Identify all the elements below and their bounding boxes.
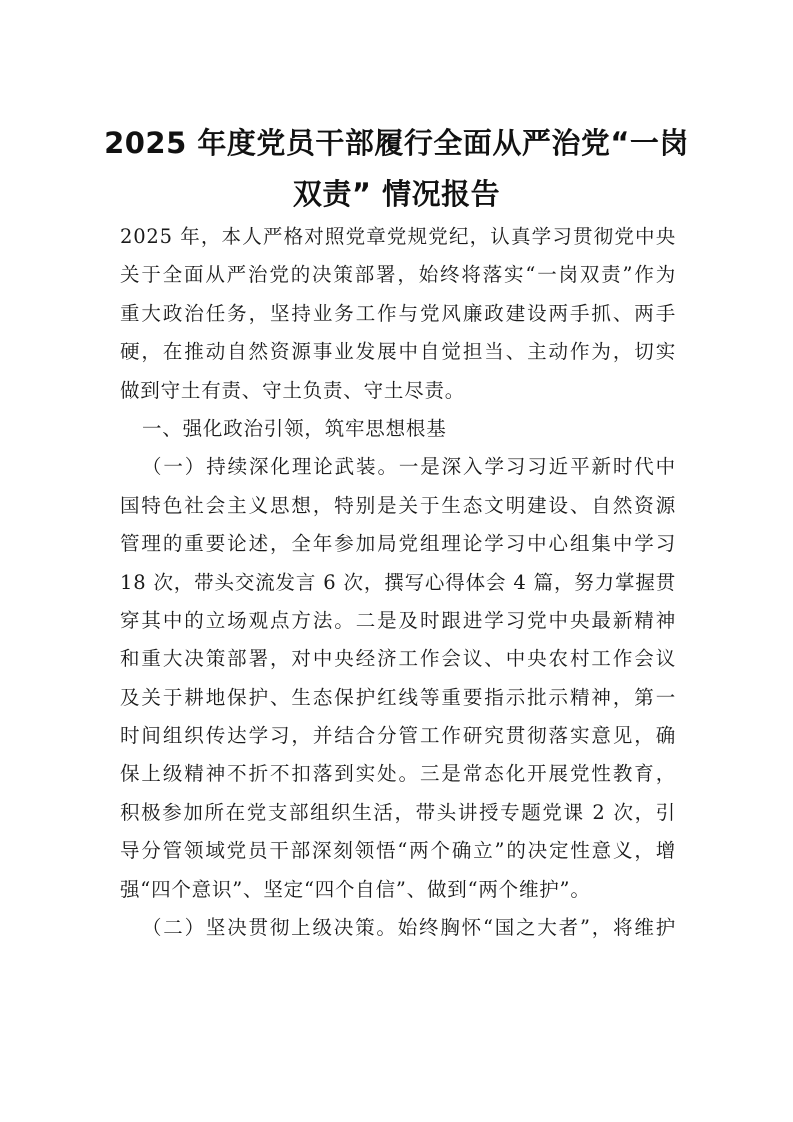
body-line: 关于全面从严治党的决策部署，始终将落实“一岗双责”作为 (120, 263, 676, 287)
body-line: 国特色社会主义思想，特别是关于生态文明建设、自然资源 (120, 493, 676, 517)
body-line: 2025 年，本人严格对照党章党规党纪，认真学习贯彻党中央 (120, 225, 676, 248)
document-body (120, 218, 676, 947)
body-line: 保上级精神不折不扣落到实处。三是常态化开展党性教育， (120, 762, 676, 786)
body-line: 和重大决策部署，对中央经济工作会议、中央农村工作会议 (120, 647, 676, 671)
body-line: 强“四个意识”、坚定“四个自信”、做到“两个维护”。 (120, 877, 591, 901)
body-line: （二）坚决贯彻上级决策。始终胸怀“国之大者”，将维护 (142, 916, 676, 940)
body-line: （一）持续深化理论武装。一是深入学习习近平新时代中 (142, 455, 676, 479)
section-heading: 一、强化政治引领，筑牢思想根基 (142, 416, 447, 440)
title-line-1: 2025 年度党员干部履行全面从严治党“一岗 (104, 126, 689, 160)
body-line: 穿其中的立场观点方法。二是及时跟进学习党中央最新精神 (120, 608, 676, 632)
body-line: 时间组织传达学习，并结合分管工作研究贯彻落实意见，确 (120, 724, 676, 748)
body-line: 导分管领域党员干部深刻领悟“两个确立”的决定性意义，增 (120, 839, 676, 863)
body-line: 及关于耕地保护、生态保护红线等重要指示批示精神，第一 (120, 685, 676, 709)
document-title (100, 118, 693, 220)
body-line: 做到守土有责、守土负责、守土尽责。 (120, 378, 466, 402)
body-line: 18 次，带头交流发言 6 次，撰写心得体会 4 篇，努力掌握贯 (120, 570, 676, 594)
body-line: 管理的重要论述，全年参加局党组理论学习中心组集中学习 (120, 532, 676, 556)
title-line-2: 双责” 情况报告 (292, 177, 501, 211)
body-line: 积极参加所在党支部组织生活，带头讲授专题党课 2 次，引 (120, 800, 676, 824)
body-line: 硬，在推动自然资源事业发展中自觉担当、主动作为，切实 (120, 340, 676, 364)
body-line: 重大政治任务，坚持业务工作与党风廉政建设两手抓、两手 (120, 301, 676, 325)
